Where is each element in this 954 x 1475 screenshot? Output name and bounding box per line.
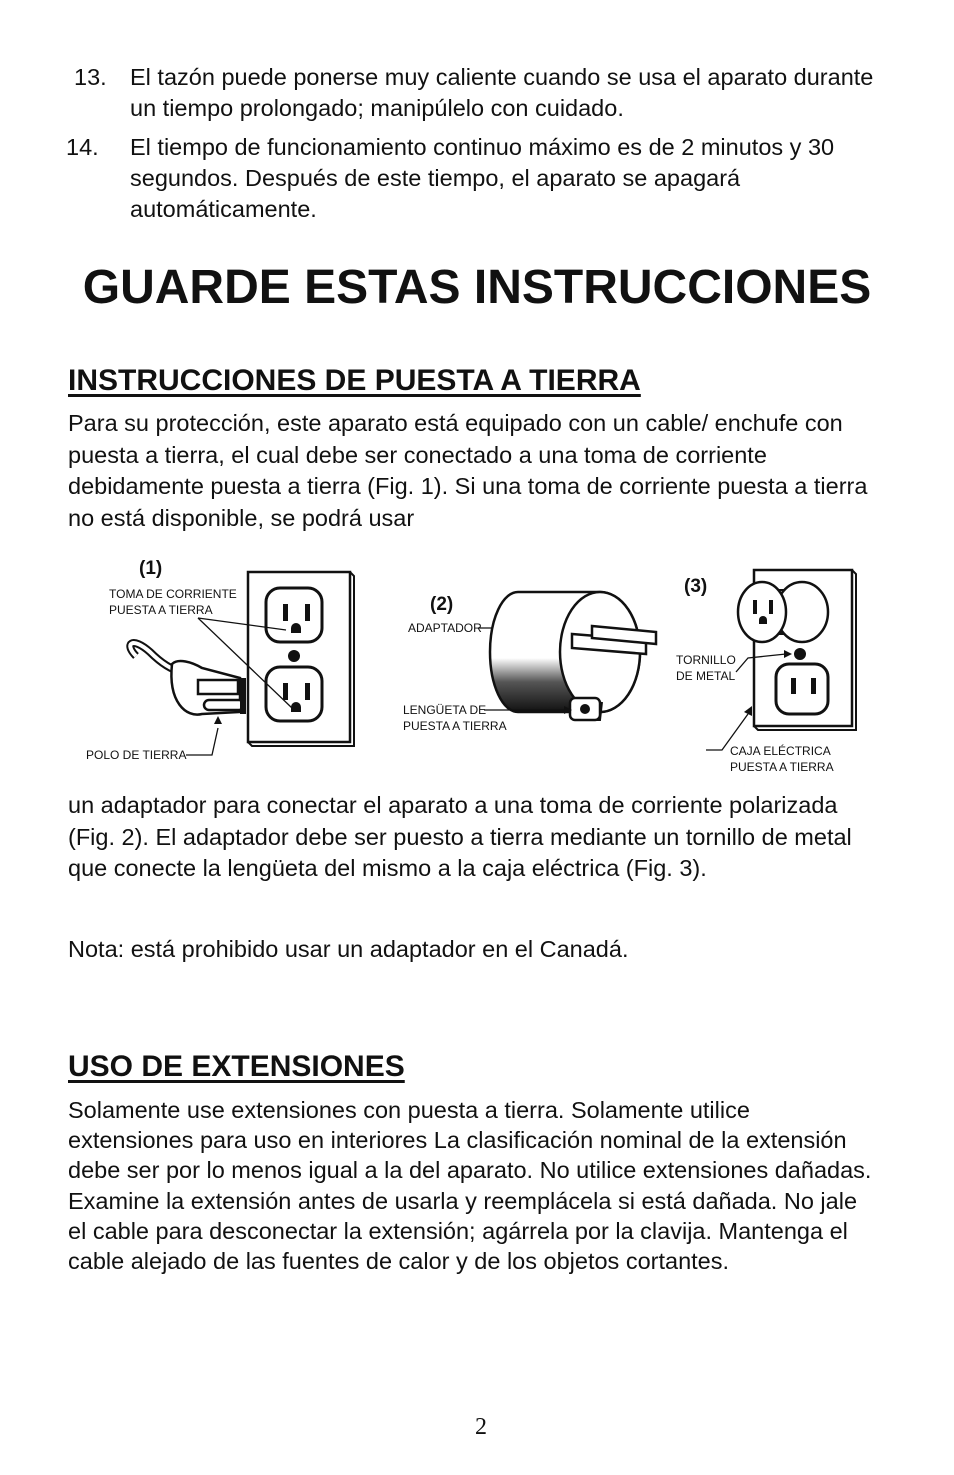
fig1-outlet-label-2: PUESTA A TIERRA (109, 603, 213, 617)
list-item (66, 62, 896, 124)
fig1-grounded-outlet (86, 558, 354, 762)
metal-screw (794, 648, 806, 660)
item-number: 14. (66, 134, 99, 160)
grounding-note: Nota: está prohibido usar un adaptador en el Canadá. (68, 936, 629, 962)
grounding-paragraph-1: Para su protección, este aparato está equipado con un cable/ enchufe con puesta a tierra, el cual debe ser conectado a una toma de corriente debidamente puesta a tierra (Fig. 1). Si una toma de corriente puesta a tierra no está disponible, se podrá usar (68, 410, 868, 531)
fig3-box-label-2: PUESTA A TIERRA (730, 760, 834, 774)
safety-list (66, 62, 896, 233)
fig1-outlet-label-1: TOMA DE CORRIENTE (109, 587, 237, 601)
extensions-paragraph: Solamente use extensiones con puesta a tierra. Solamente utilice extensiones para uso en interiores La clasificación nominal de la extensión debe ser por lo menos igual a la del aparato. No utilice extensiones dañadas. Examine la extensión antes de usarla y reemplácela si está dañada. No jale el cable para desconectar la extensión; agárrela por la clavija. Mantenga el cable alejado de las fuentes de calor y de los objetos cortantes. (68, 1097, 872, 1275)
fig2-tab-label-2: PUESTA A TIERRA (403, 719, 507, 733)
grounding-heading: INSTRUCCIONES DE PUESTA A TIERRA (68, 364, 641, 397)
fig1-label: (1) (139, 558, 163, 579)
fig2-adapter (403, 592, 656, 733)
extensions-heading: USO DE EXTENSIONES (68, 1050, 405, 1083)
grounding-figure (80, 552, 880, 780)
grounding-paragraph-2: un adaptador para conectar el aparato a una toma de corriente polarizada (Fig. 2). El adaptador debe ser puesto a tierra mediante un tornillo de metal que conecte la lengüeta del mismo a la caja eléctrica (Fig. 3). (68, 792, 852, 882)
fig3-label: (3) (684, 576, 708, 597)
fig2-adapter-label: ADAPTADOR (408, 621, 482, 635)
item-text: El tazón puede ponerse muy caliente cuando se usa el aparato durante un tiempo prolongado; manipúlelo con cuidado. (130, 64, 874, 121)
fig3-screw-label-1: TORNILLO (676, 653, 736, 667)
item-number: 13. (74, 64, 107, 90)
outlet-bottom-3 (776, 664, 828, 714)
fig3-box-label-1: CAJA ELÉCTRICA (730, 744, 831, 758)
main-title: GUARDE ESTAS INSTRUCCIONES (82, 261, 872, 314)
outlet-top (266, 588, 322, 642)
item-text: El tiempo de funcionamiento continuo máximo es de 2 minutos y 30 segundos. Después de este tiempo, el aparato se apagará automáticamente. (130, 134, 835, 222)
fig3-screwed-adapter (676, 570, 856, 774)
list-item (66, 132, 896, 225)
fig3-screw-label-2: DE METAL (676, 669, 736, 683)
fig2-label: (2) (430, 594, 454, 615)
page-number: 2 (475, 1414, 487, 1440)
fig1-pole-label: POLO DE TIERRA (86, 748, 187, 762)
outlet-bottom (266, 667, 322, 721)
fig2-tab-label-1: LENGÜETA DE (403, 703, 487, 717)
